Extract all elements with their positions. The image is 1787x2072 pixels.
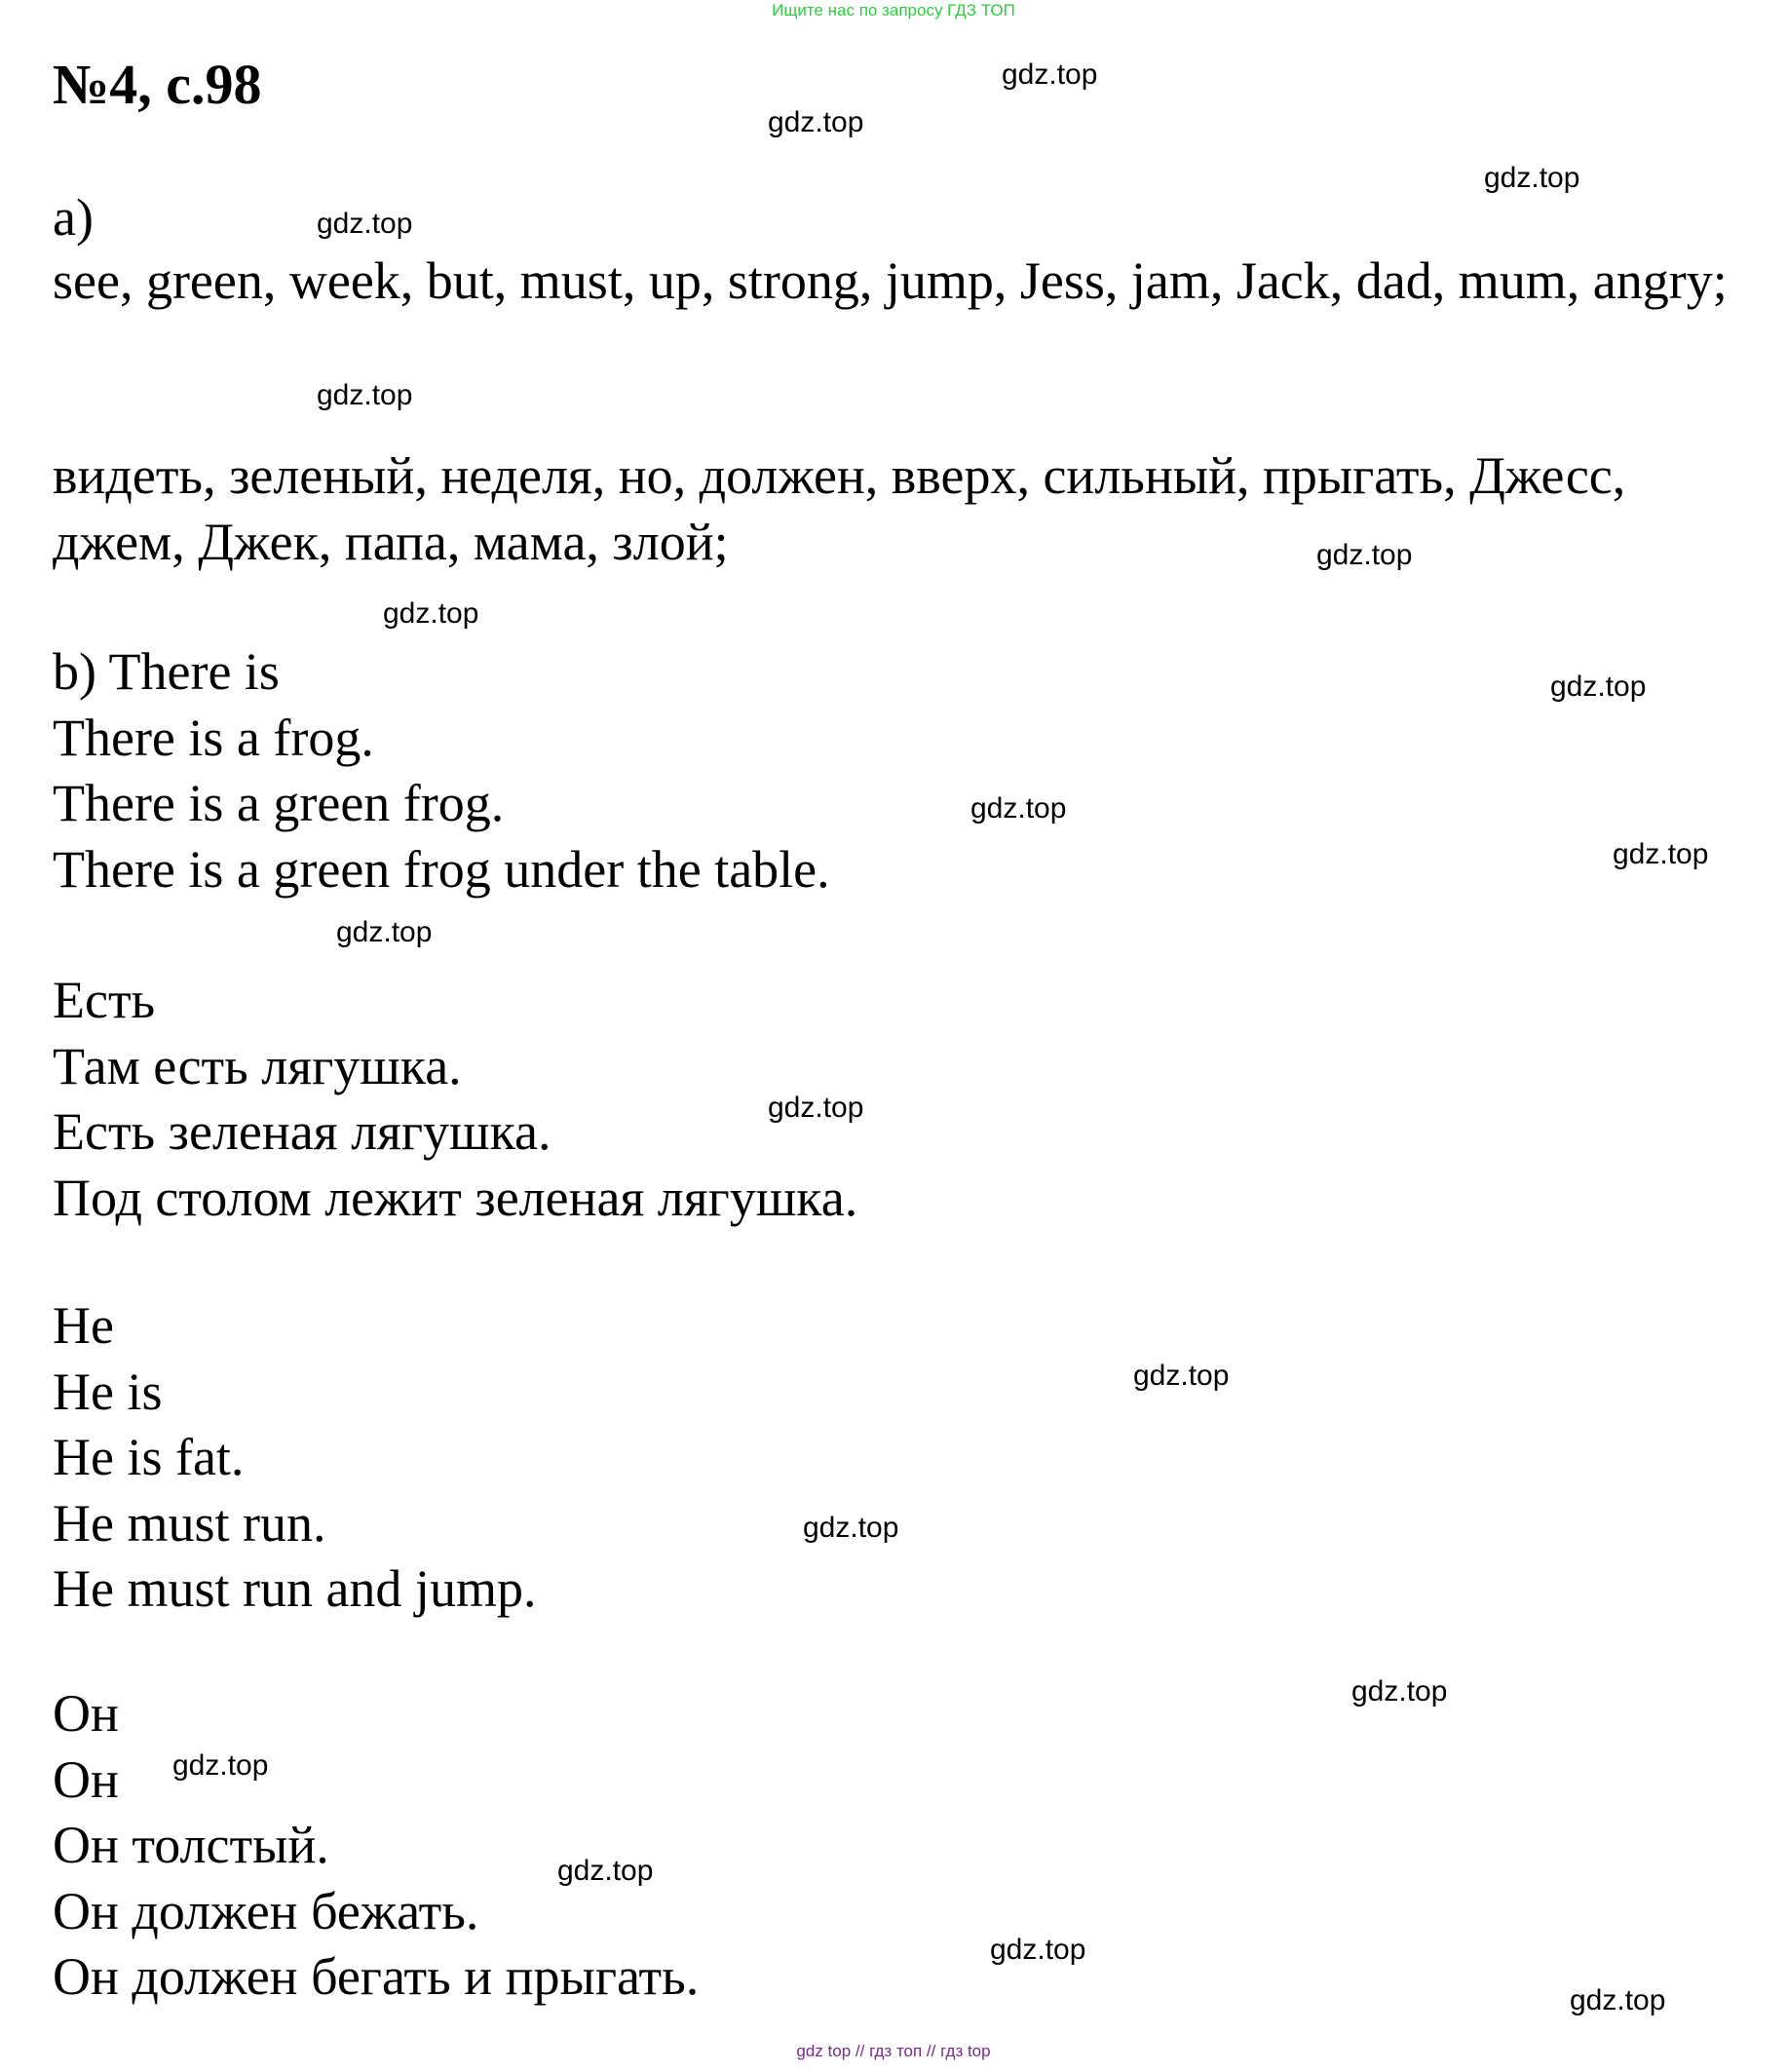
sentence-line: Есть зеленая лягушка.	[53, 1102, 551, 1161]
watermark: gdz.top	[317, 208, 413, 240]
sentence-line: Он должен бежать.	[53, 1881, 479, 1940]
part-b-russian-group-2	[53, 1681, 699, 2011]
watermark: gdz.top	[383, 597, 479, 630]
watermark: gdz.top	[803, 1512, 899, 1544]
part-a-russian-words: видеть, зеленый, неделя, но, должен, вверх, сильный, прыгать, Джесс, джем, Джек, папа, мама, злой;	[53, 446, 1626, 571]
sentence-line: He must run and jump.	[53, 1559, 537, 1618]
sentence-line: b) There is	[53, 642, 280, 701]
watermark: gdz.top	[1570, 1984, 1666, 2016]
sentence-line: He	[53, 1296, 114, 1355]
part-b-english-group-1	[53, 639, 830, 902]
sentence-line: He must run.	[53, 1493, 326, 1553]
sentence-line: He is	[53, 1362, 163, 1421]
watermark: gdz.top	[1133, 1360, 1230, 1392]
watermark: gdz.top	[990, 1934, 1086, 1966]
part-a-english-words: see, green, week, but, must, up, strong, jump, Jess, jam, Jack, dad, mum, angry;	[53, 251, 1728, 310]
sentence-line: There is a green frog under the table.	[53, 839, 830, 899]
watermark: gdz.top	[317, 379, 413, 411]
sentence-line: Он должен бегать и прыгать.	[53, 1947, 700, 2006]
sentence-line: Он толстый.	[53, 1816, 329, 1874]
watermark: gdz.top	[768, 1092, 864, 1124]
watermark: gdz.top	[336, 916, 433, 948]
sentence-line: Там есть лягушка.	[53, 1036, 462, 1095]
watermark: gdz.top	[172, 1749, 269, 1782]
watermark: gdz.top	[1002, 58, 1098, 91]
sentence-line: There is a green frog.	[53, 774, 505, 832]
part-b-english-group-2	[53, 1293, 536, 1623]
footer-watermark: gdz top // гдз топ // гдз top	[796, 2042, 991, 2060]
watermark: gdz.top	[1351, 1675, 1448, 1707]
sentence-line: He is fat.	[53, 1428, 245, 1486]
sentence-line: Есть	[53, 971, 156, 1029]
watermark: gdz.top	[1316, 539, 1413, 571]
part-b-russian-group-1	[53, 968, 857, 1231]
watermark: gdz.top	[970, 792, 1067, 825]
search-banner: Ищите нас по запросу ГДЗ ТОП	[772, 1, 1015, 19]
sentence-line: There is a frog.	[53, 708, 374, 767]
watermark: gdz.top	[768, 106, 864, 138]
watermark: gdz.top	[1484, 162, 1580, 194]
watermark: gdz.top	[557, 1855, 654, 1887]
watermark: gdz.top	[1550, 671, 1647, 703]
sentence-line: Он	[53, 1684, 119, 1743]
sentence-line: Под столом лежит зеленая лягушка.	[53, 1168, 858, 1227]
part-a-label: a)	[53, 188, 94, 247]
sentence-line: Он	[53, 1749, 119, 1809]
watermark: gdz.top	[1613, 838, 1709, 870]
page-title: №4, с.98	[53, 53, 262, 116]
